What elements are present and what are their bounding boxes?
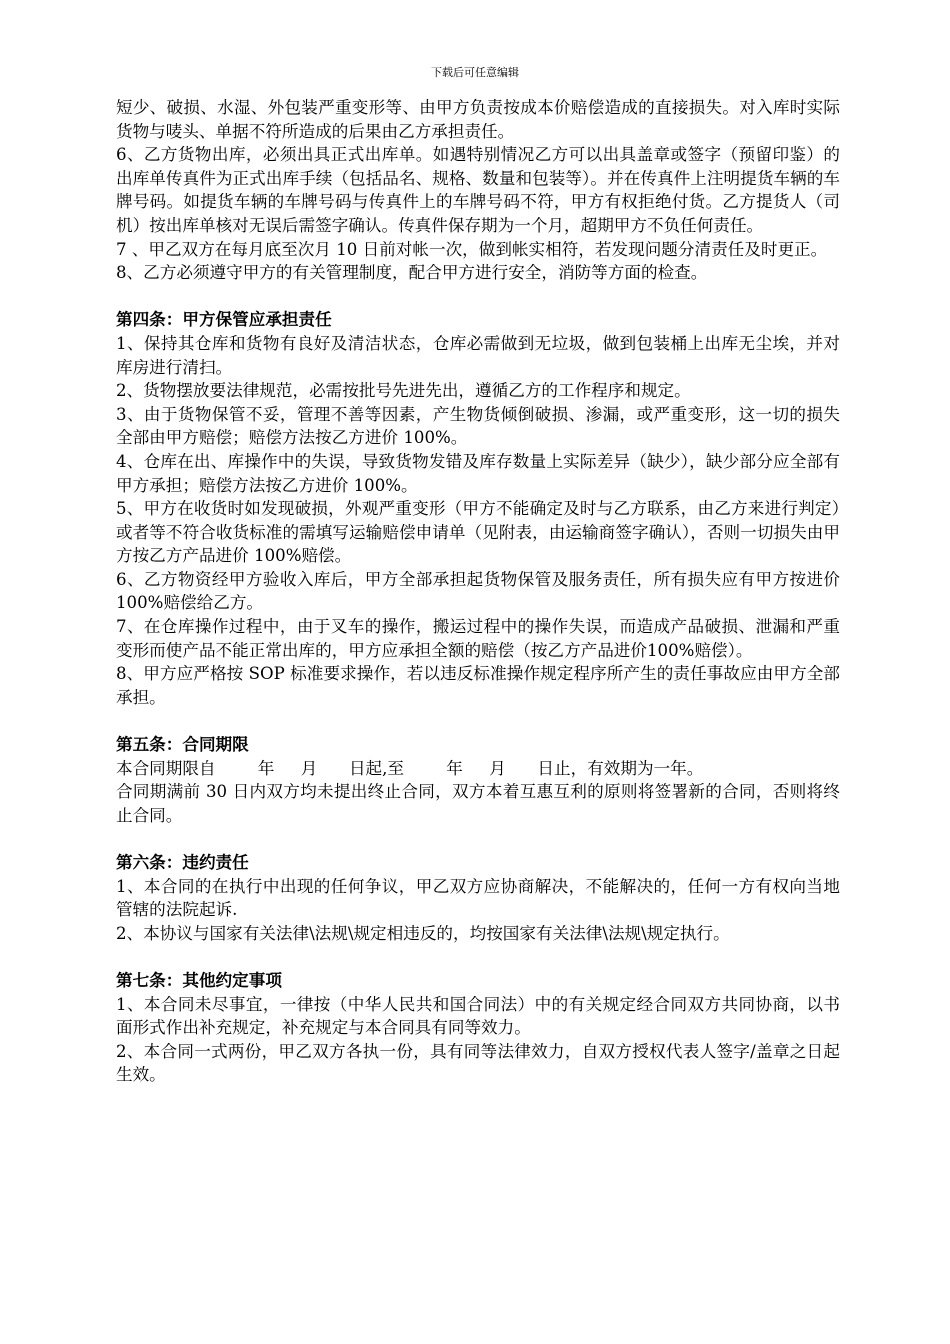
section-gap — [116, 945, 840, 969]
section-gap — [116, 285, 840, 309]
section-gap — [116, 709, 840, 733]
clause-paragraph: 7 、甲乙双方在每月底至次月 10 日前对帐一次，做到帐实相符，若发现问题分清责任及时更正。 — [116, 239, 828, 259]
clause-paragraph: 1、本合同未尽事宜，一律按（中华人民共和国合同法）中的有关规定经合同双方共同协商，以书面形式作出补充规定，补充规定与本合同具有同等效力。 — [116, 994, 840, 1038]
clause-paragraph: 8、乙方必须遵守甲方的有关管理制度，配合甲方进行安全，消防等方面的检查。 — [116, 263, 708, 283]
clause-paragraph: 合同期满前 30 日内双方均未提出终止合同，双方本着互惠互利的原则将签署新的合同，否则将终止合同。 — [116, 782, 840, 825]
clause-paragraph: 5、甲方在收货时如发现破损，外观严重变形（甲方不能确定及时与乙方联系，由乙方来进行判定）或者等不符合收货标准的需填写运输赔偿申请单（见附表，由运输商签字确认），否则一切损失由甲方按乙方产品进价 100%赔偿。 — [116, 499, 840, 566]
clause-paragraph: 6、乙方物资经甲方验收入库后，甲方全部承担起货物保管及服务责任，所有损失应有甲方按进价 100%赔偿给乙方。 — [116, 569, 840, 613]
section-6-heading: 第六条：违约责任 — [116, 852, 249, 872]
section-5-heading: 第五条：合同期限 — [116, 734, 249, 755]
clause-paragraph: 2、本协议与国家有关法律\法规\规定相违反的，均按国家有关法律\法规\规定执行。 — [116, 923, 730, 943]
clause-paragraph: 1、本合同的在执行中出现的任何争议，甲乙双方应协商解决，不能解决的，任何一方有权向当地管辖的法院起诉. — [116, 876, 840, 920]
document-body — [116, 96, 840, 1087]
section-4-heading: 第四条：甲方保管应承担责任 — [116, 309, 332, 330]
clause-paragraph: 2、货物摆放要法律规范，必需按批号先进先出，遵循乙方的工作程序和规定。 — [116, 381, 691, 401]
clause-paragraph: 2、本合同一式两份，甲乙双方各执一份，具有同等法律效力，自双方授权代表人签字/盖章之日起生效。 — [116, 1041, 840, 1085]
contract-term-line: 本合同期限自 年 月 日起,至 年 月 日止，有效期为一年。 — [116, 758, 704, 778]
clause-paragraph: 7、在仓库操作过程中，由于叉车的操作，搬运过程中的操作失误，而造成产品破损、泄漏和严重变形而使产品不能正常出库的，甲方应承担全额的赔偿（按乙方产品进价100%赔偿）。 — [116, 617, 840, 660]
section-gap — [116, 827, 840, 851]
clause-paragraph: 3、由于货物保管不妥，管理不善等因素，产生物货倾倒破损、渗漏，或严重变形，这一切的损失全部由甲方赔偿；赔偿方法按乙方进价 100%。 — [116, 404, 840, 448]
page-header: 下载后可任意编辑 — [431, 66, 519, 79]
clause-paragraph: 4、仓库在出、库操作中的失误，导致货物发错及库存数量上实际差异（缺少），缺少部分应全部有甲方承担；赔偿方法按乙方进价 100%。 — [116, 451, 840, 495]
clause-paragraph: 短少、破损、水湿、外包装严重变形等、由甲方负责按成本价赔偿造成的直接损失。对入库时实际货物与唛头、单据不符所造成的后果由乙方承担责任。 — [116, 98, 840, 141]
clause-paragraph: 6、乙方货物出库，必须出具正式出库单。如遇特别情况乙方可以出具盖章或签字（预留印鉴）的出库单传真件为正式出库手续（包括品名、规格、数量和包装等）。并在传真件上注明提货车辆的车牌号码。如提货车辆的车牌号码与传真件上的车牌号码不符，甲方有权拒绝付货。乙方提货人（司机）按出库单核对无误后需签字确认。传真件保存期为一个月，超期甲方不负任何责任。 — [116, 145, 840, 235]
clause-paragraph: 8、甲方应严格按 SOP 标准要求操作，若以违反标准操作规定程序所产生的责任事故应由甲方全部承担。 — [116, 664, 840, 707]
clause-paragraph: 1、保持其仓库和货物有良好及清洁状态，仓库必需做到无垃圾，做到包装桶上出库无尘埃，并对库房进行清扫。 — [116, 333, 840, 377]
section-7-heading: 第七条：其他约定事项 — [116, 969, 282, 990]
